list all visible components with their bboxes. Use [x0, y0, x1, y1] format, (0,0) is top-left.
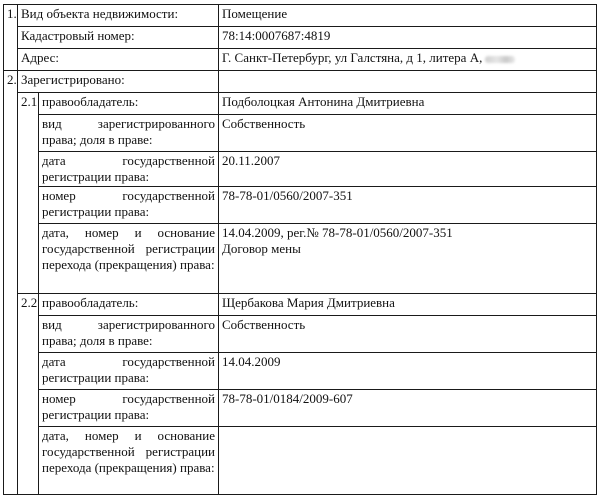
object-type-value: Помещение: [219, 5, 597, 27]
termination-label: дата, номер и основание государственной регистрации перехода (прекращения) права:: [39, 427, 219, 495]
holder-label: правообладатель:: [39, 294, 219, 316]
cadastral-number-label: Кадастровый номер:: [18, 27, 219, 49]
section-number: 2.: [4, 71, 18, 495]
termination-value: [219, 427, 597, 495]
object-type-row: [4, 5, 597, 27]
holder-number: 2.1: [18, 93, 39, 294]
holder-value: Щербакова Мария Дмитриевна: [219, 294, 597, 316]
registration-number-value: 78-78-01/0184/2009-607: [219, 390, 597, 427]
registration-number-row: [4, 390, 597, 427]
registration-number-label: номер государственной регистрации права:: [39, 187, 219, 224]
cadastral-number-value: 78:14:0007687:4819: [219, 27, 597, 49]
cadastral-number-row: [4, 27, 597, 49]
registration-date-row: [4, 353, 597, 390]
termination-value: [219, 224, 597, 294]
termination-basis-line: Договор мены: [222, 241, 301, 256]
right-type-value: Собственность: [219, 316, 597, 353]
right-type-row: [4, 115, 597, 152]
registration-date-label: дата государственной регистрации права:: [39, 152, 219, 187]
object-type-label: Вид объекта недвижимости:: [18, 5, 219, 27]
address-cell: [219, 49, 597, 71]
holder-label: правообладатель:: [39, 93, 219, 115]
registration-date-label: дата государственной регистрации права:: [39, 353, 219, 390]
registered-title: Зарегистрировано:: [18, 71, 219, 93]
registration-number-label: номер государственной регистрации права:: [39, 390, 219, 427]
holder-row: [4, 294, 597, 316]
termination-row: [4, 427, 597, 495]
holder-number: 2.2: [18, 294, 39, 495]
termination-value-line: 14.04.2009, рег.№ 78-78-01/0560/2007-351: [222, 225, 453, 240]
holder-value: Подболоцкая Антонина Дмитриевна: [219, 93, 597, 115]
registry-table: [3, 4, 597, 495]
right-type-row: [4, 316, 597, 353]
empty-cell: [219, 71, 597, 93]
address-label: Адрес:: [18, 49, 219, 71]
address-value: Г. Санкт-Петербург, ул Галстяна, д 1, литера А,: [222, 50, 483, 65]
right-type-value: Собственность: [219, 115, 597, 152]
registration-number-value: 78-78-01/0560/2007-351: [219, 187, 597, 224]
registration-date-value: 14.04.2009: [219, 353, 597, 390]
termination-row: [4, 224, 597, 294]
redacted-blur: [485, 56, 515, 63]
section-number: 1.: [4, 5, 18, 71]
termination-label: дата, номер и основание государственной регистрации перехода (прекращения) права:: [39, 224, 219, 294]
registered-header-row: [4, 71, 597, 93]
address-row: [4, 49, 597, 71]
holder-row: [4, 93, 597, 115]
registration-date-row: [4, 152, 597, 187]
right-type-label: вид зарегистрированного права; доля в праве:: [39, 115, 219, 152]
registration-number-row: [4, 187, 597, 224]
right-type-label: вид зарегистрированного права; доля в праве:: [39, 316, 219, 353]
registration-date-value: 20.11.2007: [219, 152, 597, 187]
